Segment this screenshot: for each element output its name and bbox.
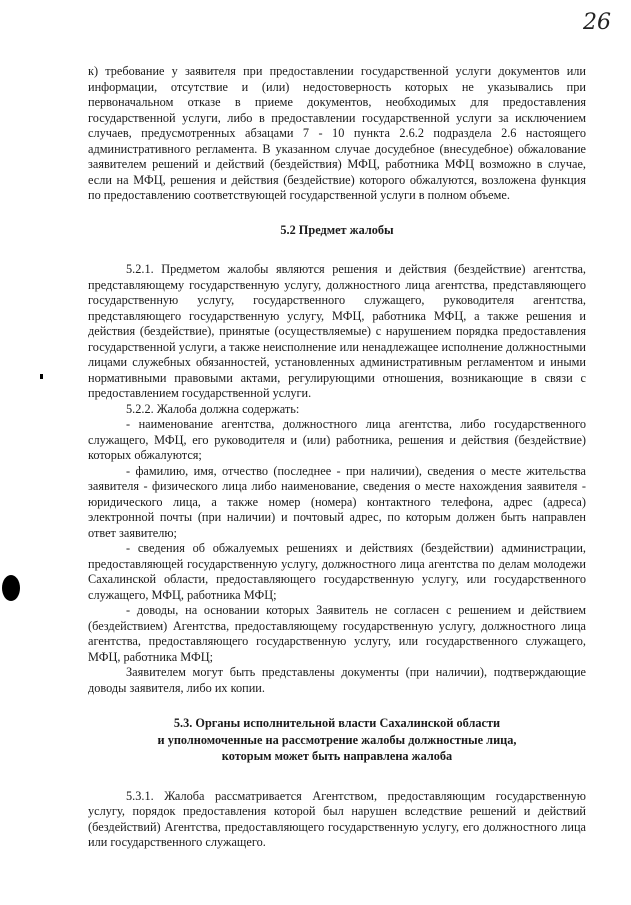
paragraph-5-2-2: 5.2.2. Жалоба должна содержать:: [126, 401, 300, 416]
list-item-arguments: - доводы, на основании которых Заявитель не согласен с решением и действием (бездействием) Агентства, предоставляющему государственную услугу, должностного лица агентства, предоставляющего государственную услугу, или государственного служащего, МФЦ, работника МФЦ;: [88, 603, 586, 664]
heading-5-3: [88, 715, 586, 765]
heading-5-3-line-3: которым может быть направлена жалоба: [221, 749, 453, 763]
paragraph-k: к) требование у заявителя при предоставлении государственной услуги документов или информации, отсутствие и (или) недостоверность которых не указывались при первоначальном отказе в приеме документов, необходимых для предоставления государственной услуги, либо в предоставлении государственной услуги за исключением случаев, предусмотренных абзацами 7 - 10 пункта 2.6.2 подраздела 2.6 настоящего административного регламента. В указанном случае досудебное (внесудебное) обжалование заявителем решений и действий (бездействия) МФЦ, работника МФЦ возможно в случае, если на МФЦ, решения и действия (бездействие) которого обжалуются, возложена функция по предоставлению соответствующей государственной услуги в полном объеме.: [88, 64, 586, 202]
list-item-agency-name: - наименование агентства, должностного лица агентства, либо государственного служащего, МФЦ, его руководителя и (или) работника, решения и действия (бездействие) которых обжалуются;: [88, 417, 586, 462]
heading-5-3-line-1: 5.3. Органы исполнительной власти Сахалинской области: [173, 716, 501, 730]
document-body: [88, 64, 586, 851]
heading-5-3-line-2: и уполномоченные на рассмотрение жалобы должностные лица,: [157, 732, 517, 747]
paragraph-documents: Заявителем могут быть представлены документы (при наличии), подтверждающие доводы заявителя, либо их копии.: [88, 665, 586, 695]
punch-hole: [2, 575, 20, 601]
paragraph-5-3-1: 5.3.1. Жалоба рассматривается Агентством, предоставляющим государственную услугу, порядок предоставления которой был нарушен вследствие решений и действий (бездействий) Агентства, предоставляющего государственную услугу, его должностного лица или государственного служащего.: [88, 788, 586, 849]
list-item-applicant-info: - фамилию, имя, отчество (последнее - при наличии), сведения о месте жительства заявителя - физического лица либо наименование, сведения о месте нахождения заявителя - юридического лица, а также номер (номера) контактного телефона, адрес (адреса) электронной почты (при наличии) и почтовый адрес, по которым должен быть направлен ответ заявителю;: [88, 463, 586, 540]
scan-speck: [40, 374, 43, 379]
page-number: 26: [583, 10, 611, 35]
heading-5-2: 5.2 Предмет жалобы: [280, 222, 394, 237]
paragraph-5-2-1: 5.2.1. Предметом жалобы являются решения и действия (бездействие) агентства, представляющему государственную услугу, должностного лица агентства, представляющего государственную услугу, государственного служащего, руководителя агентства, представляющего государственную услугу, МФЦ, работника МФЦ, а также решения и действия (бездействие), принятые (осуществляемые) с нарушением порядка предоставления государственной услуги, а также неисполнение или ненадлежащее исполнение должностными лицами служебных обязанностей, установленных административным регламентом и иными нормативными правовыми актами, регулирующими отношения, возникающие в связи с предоставлением государственной услуги.: [88, 262, 586, 400]
list-item-decisions-info: - сведения об обжалуемых решениях и действиях (бездействии) администрации, предоставляющей государственную услугу, должностного лица агентства по делам молодежи Сахалинской области, предоставляющего государственную услугу, или государственного служащего, МФЦ, работника МФЦ;: [88, 541, 586, 602]
